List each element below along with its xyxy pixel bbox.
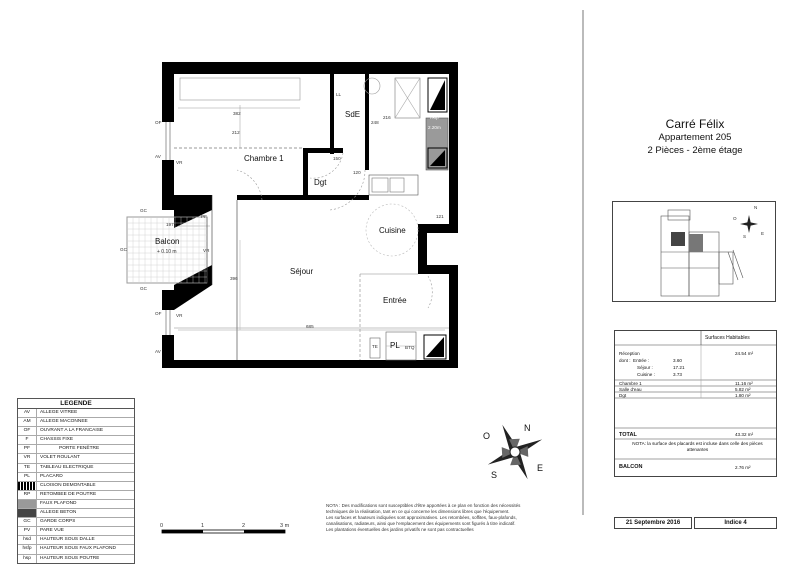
entree-label: Entrée :: [633, 358, 650, 363]
dgt-value: 1.80 m²: [735, 393, 751, 398]
total-label: TOTAL: [619, 432, 637, 438]
dgt-label: Dgt: [619, 393, 627, 398]
compass-o: O: [483, 431, 491, 441]
code-gc-3: GC: [140, 286, 147, 291]
dim-396: 396: [230, 276, 238, 281]
legend-code: AM: [18, 418, 37, 426]
room-label-balcon: Balcon: [155, 237, 180, 246]
dont-label: dont :: [619, 358, 631, 363]
legend-desc: ALLEGE MACONNEE: [40, 419, 88, 425]
dim-120: 120: [353, 170, 361, 175]
situation-compass-n: N: [754, 205, 758, 210]
chambre-value: 11.16 m²: [735, 381, 753, 386]
compass-n: N: [524, 423, 531, 433]
legend-code: PF: [18, 445, 37, 453]
room-label-pl: PL: [390, 341, 400, 350]
room-label-sde: SdE: [345, 110, 361, 119]
entree-value: 3.60: [673, 358, 682, 363]
scale-1: 1: [201, 523, 205, 529]
reception-label: Réception: [619, 351, 640, 356]
te-label: TE: [372, 344, 378, 349]
sde-label: Salle d'eau: [619, 387, 642, 392]
legend-code: GC: [18, 518, 37, 526]
legend-code: hsfp: [18, 545, 37, 553]
balcon-surface-label: BALCON: [619, 464, 643, 470]
code-of-2: OF: [155, 311, 162, 316]
room-label-entree: Entrée: [383, 296, 407, 305]
sde-value: 5.82 m²: [735, 387, 751, 392]
legend-code: RP: [18, 491, 37, 499]
dim-216: 216: [383, 115, 391, 120]
compass-e: E: [537, 463, 544, 473]
legend-desc: HAUTEUR SOUS POUTRE: [40, 555, 100, 561]
legend-desc: HAUTEUR SOUS FAUX PLAFOND: [40, 546, 116, 552]
scale-3: 3 m: [280, 523, 290, 529]
plan-index: Indice 4: [694, 517, 777, 529]
code-vr-3: VR: [176, 313, 183, 318]
scale-2: 2: [242, 523, 246, 529]
room-label-chambre: Chambre 1: [244, 154, 284, 163]
balcon-surface-value: 2.76 m²: [735, 465, 751, 470]
legend-code: AV: [18, 409, 37, 417]
disclaimer-note: [326, 503, 576, 533]
legend-title: LEGENDE: [18, 399, 134, 409]
situation-compass-e: E: [761, 231, 765, 236]
scale-0: 0: [160, 523, 164, 529]
code-of-1: OF: [155, 120, 162, 125]
situation-compass-s: S: [743, 234, 747, 239]
apartment-number: Appartement 205: [658, 132, 732, 143]
code-av-2: AV: [155, 349, 161, 354]
legend-code: PL: [18, 473, 37, 481]
code-vr-1: VR: [176, 160, 183, 165]
legend-desc: PARE VUE: [40, 528, 64, 534]
legend-desc: GARDE CORPS: [40, 519, 76, 525]
dim-150: 150: [333, 156, 341, 161]
room-label-cuisine: Cuisine: [379, 226, 406, 235]
legend-desc: VOLET ROULANT: [40, 455, 80, 461]
legend-desc: FAUX PLAFOND: [40, 500, 77, 506]
dim-121: 121: [436, 214, 444, 219]
balcon-level: + 0.10 m: [157, 249, 177, 255]
legend-desc: TABLEAU ELECTRIQUE: [40, 464, 94, 470]
code-gc-1: GC: [140, 208, 147, 213]
legend-code: hsp: [18, 555, 37, 563]
legend-code: OF: [18, 427, 37, 435]
dim-685: 685: [306, 324, 314, 329]
legend-desc: CHASSIS FIXE: [40, 437, 74, 443]
code-gc-2: GC: [120, 247, 127, 252]
note-line-4: canalisations, radiateurs, ainsi que l'emplacement des équipements sont figurés à titre indicatif.: [326, 521, 516, 526]
legend-desc: PLACARD: [40, 473, 63, 479]
note-line-3: Les surfaces et hauteurs indiquées sont approximatives. Les retombées, soffites, faux-plafonds,: [326, 515, 517, 520]
surfaces-table: [614, 330, 777, 477]
surfaces-note: NOTA: la surface des placards est incluse dans celle des pièces attenantes: [632, 441, 763, 452]
apartment-type: 2 Pièces - 2ème étage: [647, 145, 743, 156]
hsfp-label: hsfp: [430, 115, 439, 120]
total-value: 43.32 m²: [735, 432, 754, 437]
legend-desc: ALLEGE VITREE: [40, 410, 78, 415]
dim-212: 212: [232, 130, 240, 135]
sejour-label: Séjour :: [637, 365, 653, 370]
dim-382: 382: [233, 111, 241, 116]
sejour-value: 17.21: [673, 365, 685, 370]
project-name: Carré Félix: [665, 117, 725, 131]
code-vr-2: VR: [203, 248, 210, 253]
legend-desc: OUVRANT A LA FRANCAISE: [40, 428, 104, 434]
dim-248: 248: [371, 120, 379, 125]
legend-code: VR: [18, 454, 37, 462]
room-label-sejour: Séjour: [290, 267, 314, 276]
legend-desc: CLOISON DEMONTABLE: [40, 482, 96, 488]
note-line-5: Les plantations éventuelles des jardins privatifs ne sont pas contractuelles: [326, 527, 474, 532]
dim-197: 197: [166, 222, 174, 227]
btq-label: BTQ: [405, 345, 415, 350]
situation-compass-o: O: [733, 216, 737, 221]
note-line-2: techniques de la réalisation, tant en ce qui concerne les dimensions libres que l'équipement.: [326, 509, 510, 514]
chambre-label: Chambre 1: [619, 381, 642, 386]
legend-desc: RETOMBEE DE POUTRE: [40, 491, 97, 497]
legend-code: PV: [18, 527, 37, 535]
cuisine-value: 3.73: [673, 372, 682, 377]
hsfp-value: 2.20m: [428, 125, 441, 130]
compass-s: S: [491, 470, 498, 480]
plan-date: 21 Septembre 2016: [614, 517, 692, 529]
legend-code: hsd: [18, 536, 37, 544]
room-label-dgt: Dgt: [314, 178, 327, 187]
legend-code: F: [18, 436, 37, 444]
legend-desc: HAUTEUR SOUS DALLE: [40, 537, 95, 543]
code-av-1: AV: [155, 154, 161, 159]
surfaces-header: Surfaces Habitables: [705, 335, 750, 341]
ll-label: LL: [336, 92, 342, 97]
legend-desc: PORTE FENÊTRE: [59, 446, 100, 452]
note-line-1: NOTA : Des modifications sont susceptibles d'être apportées à ce plan en fonction des nécessités: [326, 503, 521, 508]
cuisine-label: Cuisine :: [637, 372, 655, 377]
legend-code: TE: [18, 464, 37, 472]
code-pf-1: PF: [201, 214, 207, 219]
reception-value: 24.54 m²: [735, 351, 754, 356]
legend-desc: ALLEGE BETON: [40, 510, 77, 516]
